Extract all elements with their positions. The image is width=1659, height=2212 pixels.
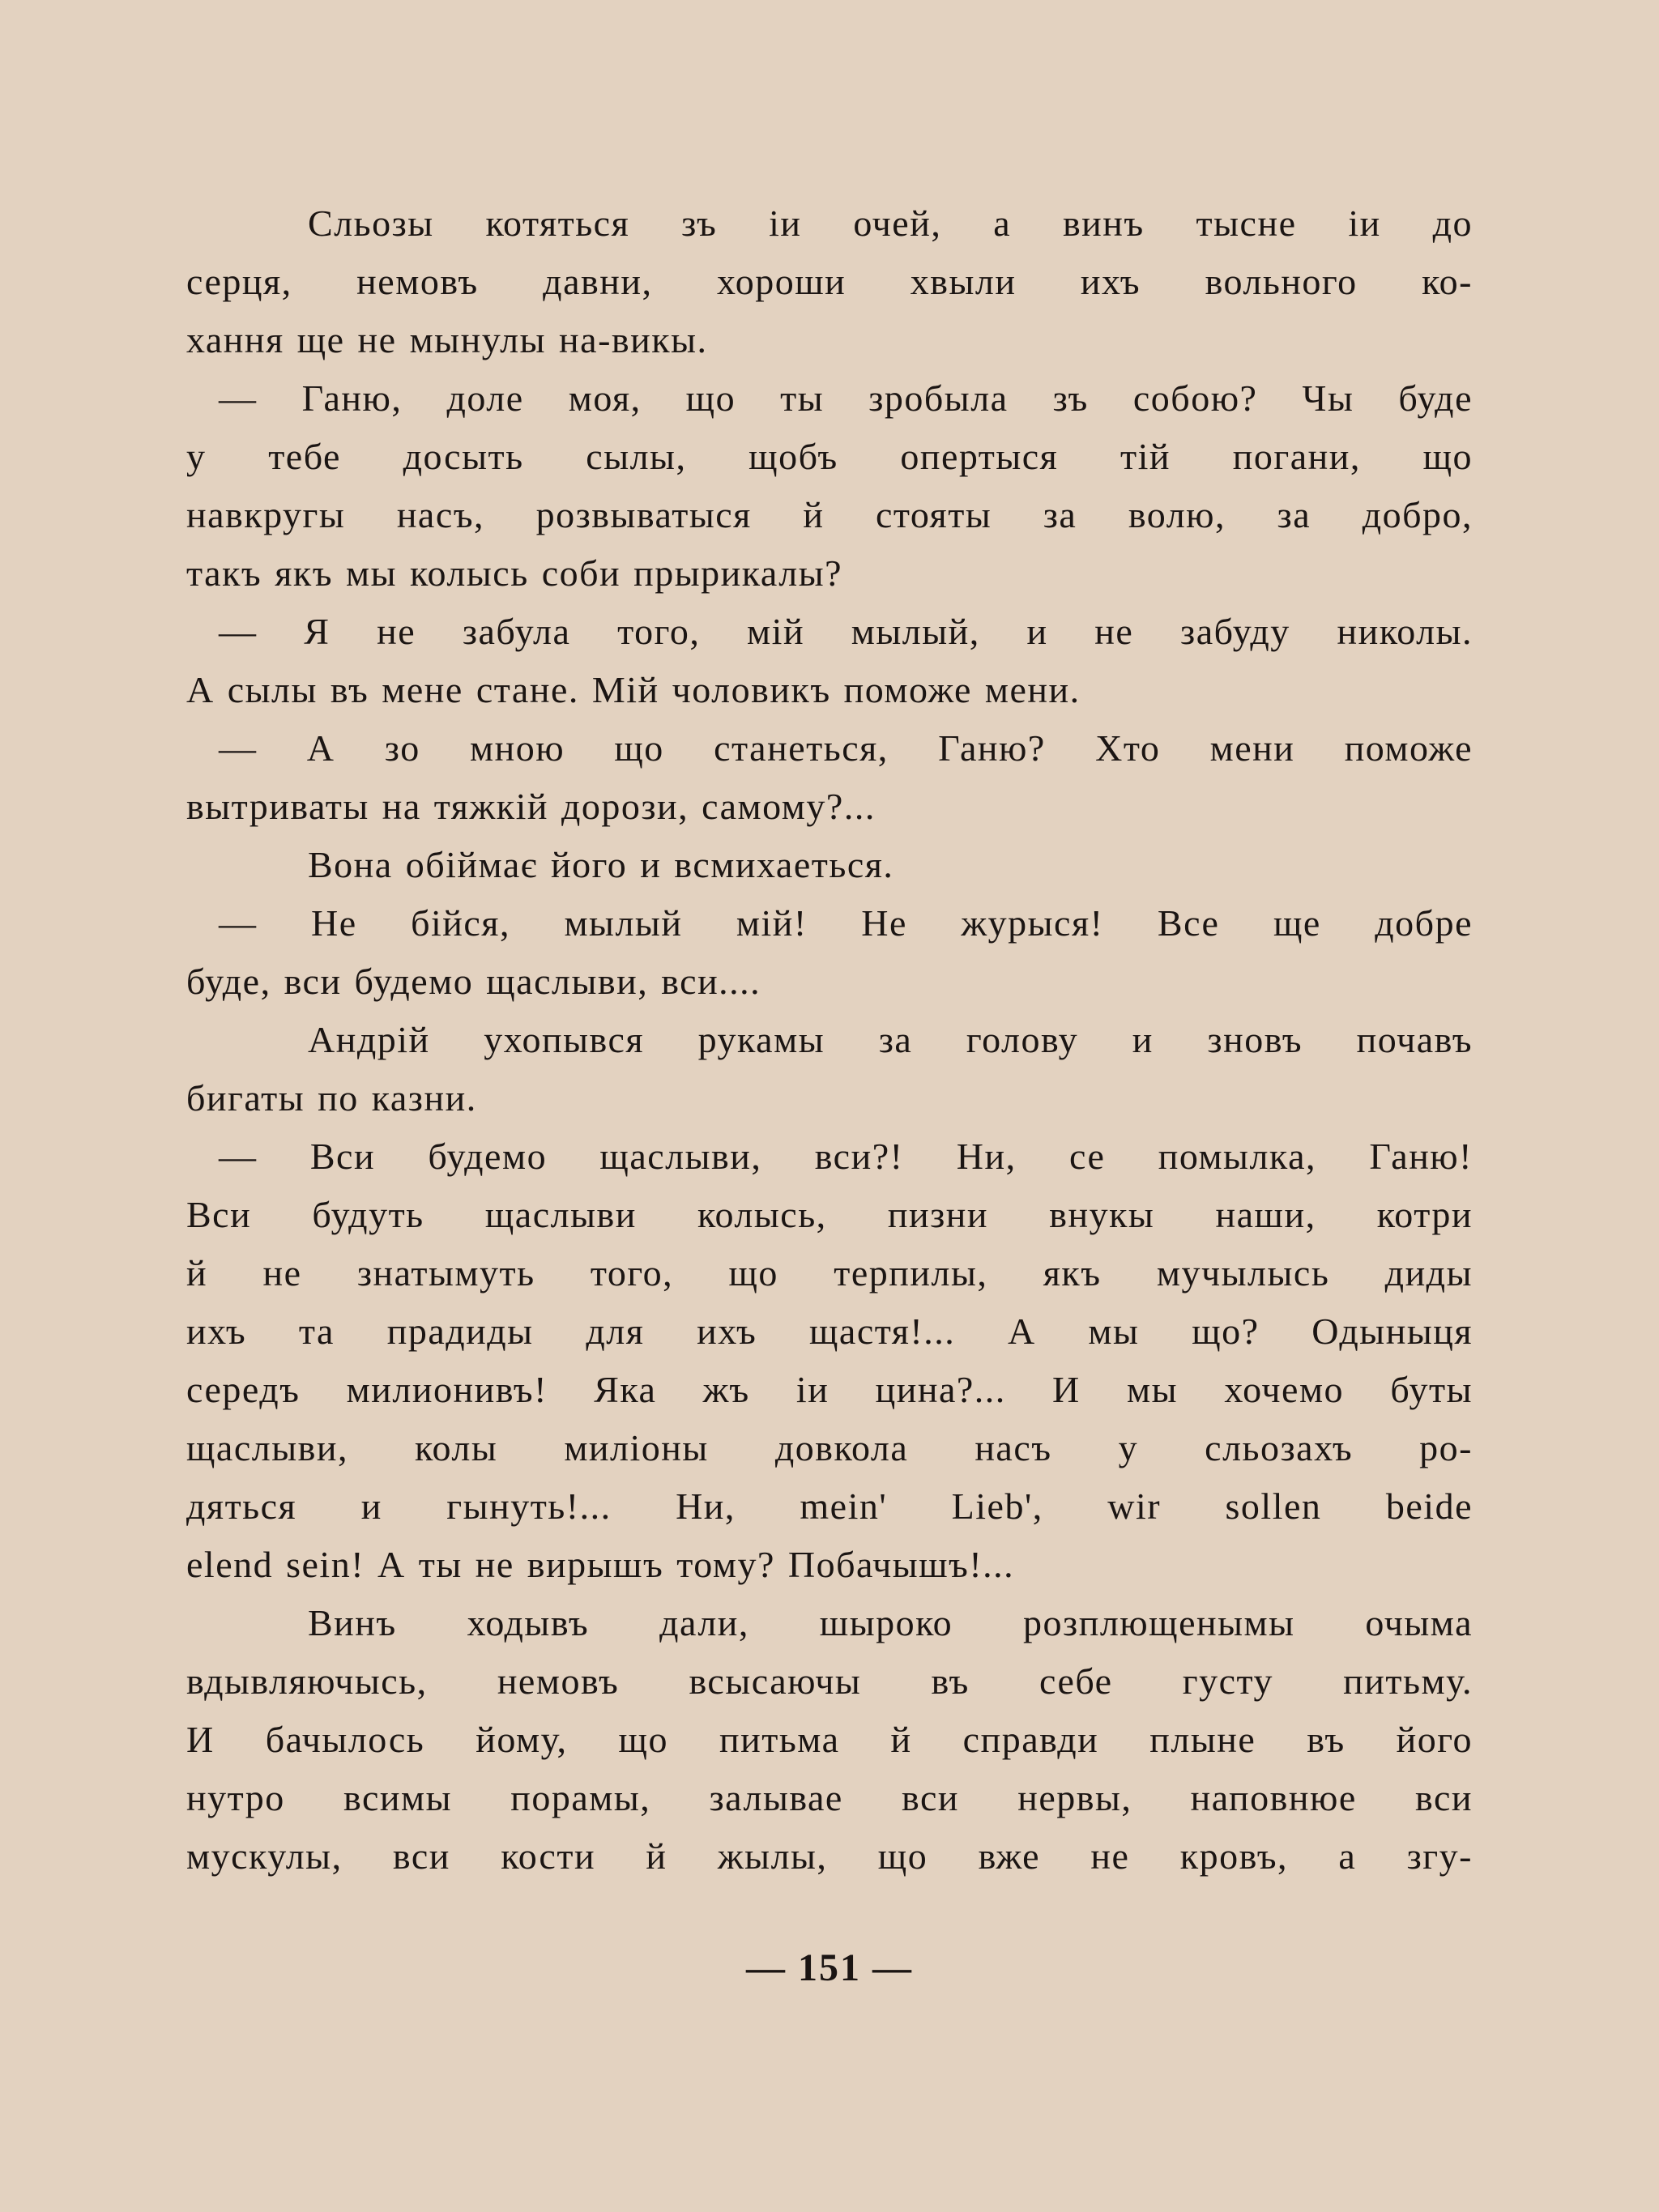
text-line: такъ якъ мы колысь соби прырикалы?: [186, 552, 843, 594]
text-line: мускулы, вси кости й жылы, що вже не кровъ, а згу-: [186, 1835, 1473, 1877]
text-line: дяться и гынуть!... Ни, mein' Lieb', wir sollen beide: [186, 1485, 1473, 1527]
text-line: Вси будуть щаслыви колысь, пизни внукы наши, котри: [186, 1194, 1473, 1235]
text-line: нутро всимы порамы, залывае вси нервы, наповнюе вси: [186, 1777, 1473, 1818]
text-line: Вона обіймає його и всмихаеться.: [308, 844, 894, 885]
text-line: бигаты по казни.: [186, 1077, 477, 1119]
text-line: й не знатымуть того, що терпилы, якъ мучылысь диды: [186, 1252, 1473, 1294]
text-line: — А зо мною що станеться, Ганю? Хто мени поможе: [219, 727, 1473, 769]
text-line: у тебе досыть сылы, щобъ опертыся тій погани, що: [186, 436, 1473, 477]
text-line: А сылы въ мене стане. Мій чоловикъ поможе мени.: [186, 669, 1081, 710]
text-line: буде, вси будемо щаслыви, вси....: [186, 961, 761, 1002]
body-text: [186, 194, 1473, 1886]
text-line: хання ще не мынулы на-викы.: [186, 319, 708, 360]
text-line: — Ганю, доле моя, що ты зробыла зъ собою? Чы буде: [219, 377, 1473, 419]
text-line: вдывляючысь, немовъ всысаючы въ себе густу питьму.: [186, 1660, 1473, 1702]
text-line: Андрій ухопывся рукамы за голову и зновъ почавъ: [308, 1019, 1473, 1060]
text-line: вытриваты на тяжкій дорози, самому?...: [186, 786, 876, 827]
text-line: Винъ ходывъ дали, шыроко розплющенымы очыма: [308, 1602, 1473, 1643]
text-line: серця, немовъ давни, хороши хвыли ихъ вольного ко-: [186, 261, 1473, 302]
text-line: — Не бійся, мылый мій! Не журыся! Все ще добре: [219, 902, 1473, 944]
text-line: Сльозы котяться зъ іи очей, а винъ тысне іи до: [308, 202, 1473, 244]
text-line: щаслыви, колы миліоны довкола насъ у сльозахъ ро-: [186, 1427, 1473, 1468]
text-line: ихъ та прадиды для ихъ щастя!... А мы що? Одыныця: [186, 1311, 1473, 1352]
text-line: elend sein! А ты не вирышъ тому? Побачышъ!...: [186, 1544, 1015, 1585]
page-number: — 151 —: [746, 1946, 913, 1989]
text-line: навкругы насъ, розвыватыся й стояты за волю, за добро,: [186, 494, 1473, 535]
text-line: И бачылось йому, що питьма й справди плыне въ його: [186, 1719, 1473, 1760]
text-line: середъ милионивъ! Яка жъ іи цина?... И мы хочемо буты: [186, 1369, 1473, 1410]
text-line: — Вси будемо щаслыви, вси?! Ни, се помылка, Ганю!: [219, 1136, 1473, 1177]
text-line: — Я не забула того, мій мылый, и не забуду николы.: [219, 611, 1473, 652]
